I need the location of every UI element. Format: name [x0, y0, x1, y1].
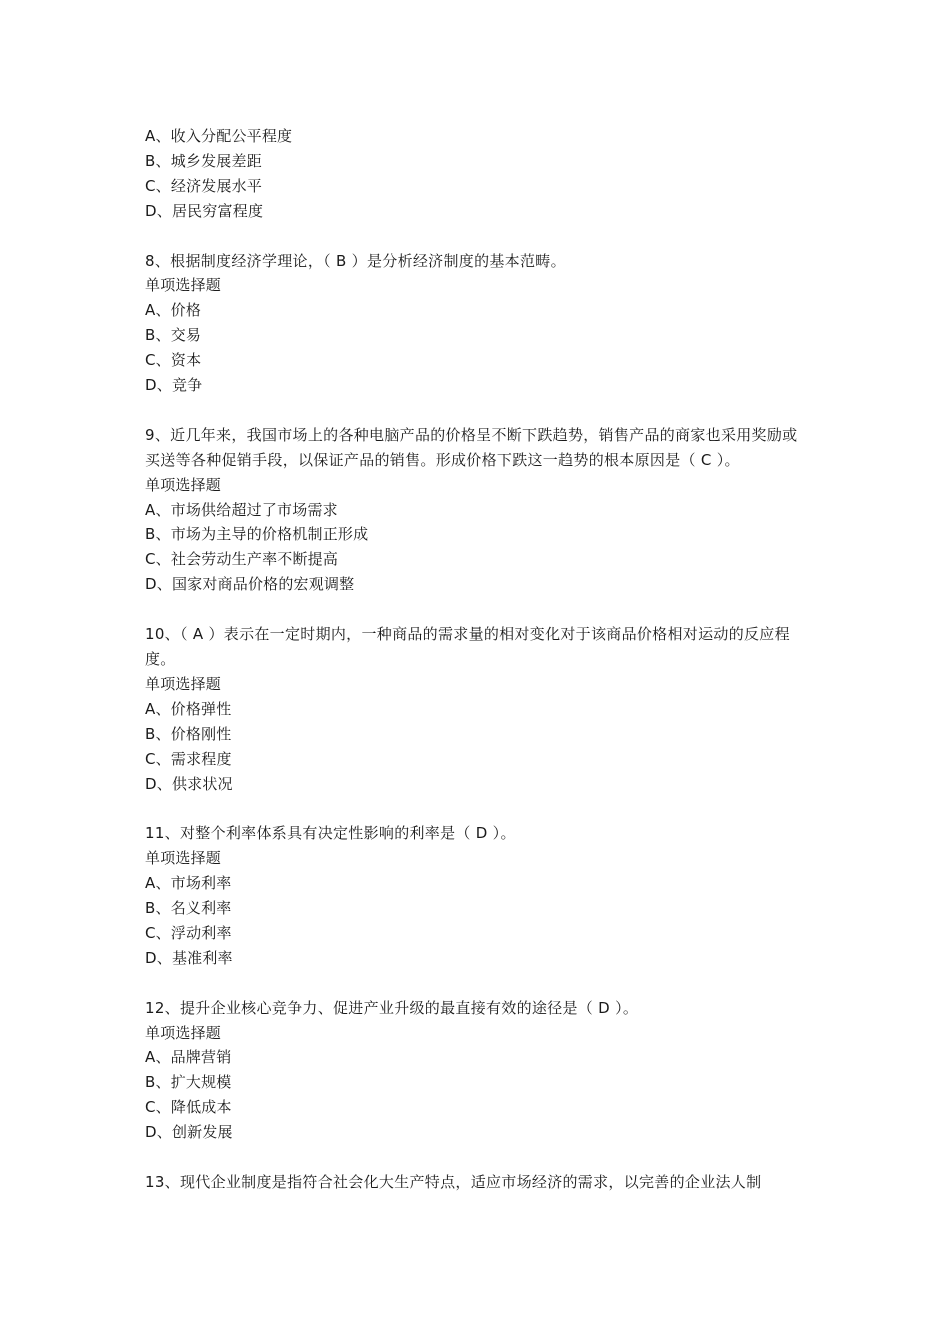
question-text: 10、（ A ）表示在一定时期内，一种商品的需求量的相对变化对于该商品价格相对运动的反应程度。 — [145, 625, 790, 668]
option-d: D、竞争 — [145, 376, 203, 395]
option-b: B、城乡发展差距 — [145, 151, 262, 170]
question-type: 单项选择题 — [145, 674, 222, 693]
option-c: C、降低成本 — [145, 1098, 232, 1117]
question-block-q11 — [145, 821, 810, 970]
question-text: 13、现代企业制度是指符合社会化大生产特点，适应市场经济的需求，以完善的企业法人制 — [145, 1172, 762, 1191]
option-b: B、市场为主导的价格机制正形成 — [145, 525, 369, 544]
option-c: C、浮动利率 — [145, 923, 232, 942]
question-block-q10 — [145, 622, 810, 796]
question-text: 9、近几年来，我国市场上的各种电脑产品的价格呈不断下跌趋势，销售产品的商家也采用奖励或买送等各种促销手段，以保证产品的销售。形成价格下跌这一趋势的根本原因是（ C ）。 — [145, 425, 798, 469]
question-text: 11、对整个利率体系具有决定性影响的利率是（ D ）。 — [145, 824, 516, 843]
question-type: 单项选择题 — [145, 849, 222, 868]
question-block-q12 — [145, 996, 810, 1145]
option-c: C、社会劳动生产率不断提高 — [145, 550, 339, 569]
question-block-q7 — [145, 124, 810, 224]
question-text: 12、提升企业核心竞争力、促进产业升级的最直接有效的途径是（ D ）。 — [145, 998, 639, 1017]
option-d: D、供求状况 — [145, 774, 233, 793]
option-d: D、创新发展 — [145, 1123, 233, 1142]
option-a: A、收入分配公平程度 — [145, 127, 293, 145]
option-c: C、经济发展水平 — [145, 176, 263, 195]
option-d: D、国家对商品价格的宏观调整 — [145, 575, 355, 594]
question-type: 单项选择题 — [145, 475, 222, 494]
question-text: 8、根据制度经济学理论，（ B ）是分析经济制度的基本范畴。 — [145, 251, 566, 270]
option-c: C、资本 — [145, 351, 202, 370]
question-block-q8 — [145, 249, 810, 398]
option-d: D、居民穷富程度 — [145, 201, 264, 220]
question-type: 单项选择题 — [145, 1023, 222, 1042]
option-b: B、交易 — [145, 326, 202, 345]
option-a: A、市场利率 — [145, 874, 232, 893]
question-type: 单项选择题 — [145, 276, 222, 295]
option-a: A、品牌营销 — [145, 1048, 232, 1067]
option-d: D、基准利率 — [145, 948, 233, 967]
option-b: B、扩大规模 — [145, 1073, 232, 1092]
option-b: B、名义利率 — [145, 899, 232, 918]
option-a: A、价格弹性 — [145, 699, 232, 718]
question-block-q9 — [145, 423, 810, 597]
document-page — [145, 124, 810, 1220]
question-block-q13 — [145, 1170, 810, 1195]
option-a: A、市场供给超过了市场需求 — [145, 500, 338, 519]
option-a: A、价格 — [145, 301, 202, 320]
option-c: C、需求程度 — [145, 749, 232, 768]
option-b: B、价格刚性 — [145, 724, 232, 743]
